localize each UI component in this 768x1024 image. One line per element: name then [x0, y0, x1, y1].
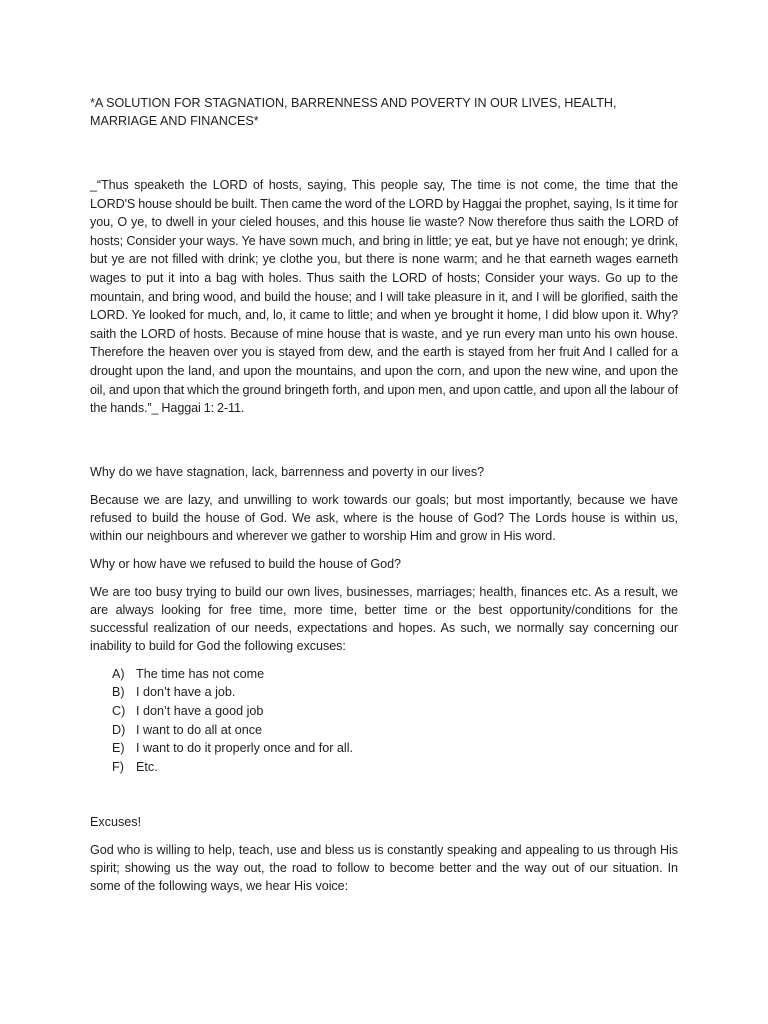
list-item-text: I don’t have a job. — [136, 685, 236, 700]
closing-paragraph: God who is willing to help, teach, use and bless us is constantly speaking and appealing to us through His spirit; showing us the way out, the road to follow to become better and the way out of our situation. In some of the following ways, we hear His voice: — [90, 843, 678, 894]
answer-stagnation: Because we are lazy, and unwilling to work towards our goals; but most importantly, because we have refused to build the house of God. We ask, where is the house of God? The Lords house is within us, within our neighbours and wherever we gather to worship Him and grow in His word. — [90, 492, 678, 543]
scripture-passage: _“Thus speaketh the LORD of hosts, saying, This people say, The time is not come, the time that the LORD'S house should be built. Then came the word of the LORD by Haggai the prophet, saying, Is it time for you, O ye, to dwell in your cieled houses, and this house lie waste? Now therefore thus saith the LORD of hosts; Consider your ways. Ye have sown much, and bring in little; ye eat, but ye have not enough; ye drink, but ye are not filled with drink; ye clothe you, but there is none warm; and he that earneth wages earneth wages to put it into a bag with holes. Thus saith the LORD of hosts; Consider your ways. Go up to the mountain, and bring wood, and build the house; and I will take pleasure in it, and I will be glorified, saith the LORD. Ye looked for much, and, lo, it came to little; and when ye brought it home, I did blow upon it. Why? saith the LORD of hosts. Because of mine house that is waste, and ye run every man unto his own house. Therefore the heaven over you is stayed from dew, and the earth is stayed from her fruit And I called for a drought upon the land, and upon the mountains, and upon the corn, and upon the new wine, and upon the oil, and upon that which the ground bringeth forth, and upon men, and upon cattle, and upon all the labour of the hands.”_ Haggai 1: 2-11. — [90, 178, 678, 416]
question-stagnation: Why do we have stagnation, lack, barrenness and poverty in our lives? — [90, 464, 485, 479]
list-marker: E) — [112, 741, 125, 756]
excuse-list — [90, 665, 678, 777]
list-item — [112, 721, 678, 740]
list-marker: C) — [112, 703, 126, 718]
list-item-text: I want to do all at once — [136, 722, 263, 737]
list-marker: F) — [112, 759, 124, 774]
document-page — [90, 94, 678, 895]
list-marker: B) — [112, 685, 125, 700]
list-item-text: I don’t have a good job — [136, 703, 264, 718]
excuses-heading: Excuses! — [90, 815, 142, 830]
document-title: *A SOLUTION FOR STAGNATION, BARRENNESS AND POVERTY IN OUR LIVES, HEALTH, MARRIAGE AND FINANCES* — [90, 96, 617, 128]
list-item — [112, 683, 678, 702]
list-item — [112, 758, 678, 777]
list-item — [112, 702, 678, 721]
list-marker: D) — [112, 722, 126, 737]
list-item — [112, 665, 678, 684]
list-item-text: I want to do it properly once and for all. — [136, 741, 354, 756]
answer-refused: We are too busy trying to build our own lives, businesses, marriages; health, finances etc. As a result, we are always looking for free time, more time, better time or the best opportunity/conditions for the successful realization of our needs, expectations and hopes. As such, we normally say concerning our inability to build for God the following excuses: — [90, 584, 678, 653]
list-item — [112, 739, 678, 758]
question-refused: Why or how have we refused to build the house of God? — [90, 556, 401, 571]
list-item-text: Etc. — [136, 759, 158, 774]
list-marker: A) — [112, 666, 125, 681]
list-item-text: The time has not come — [136, 666, 265, 681]
